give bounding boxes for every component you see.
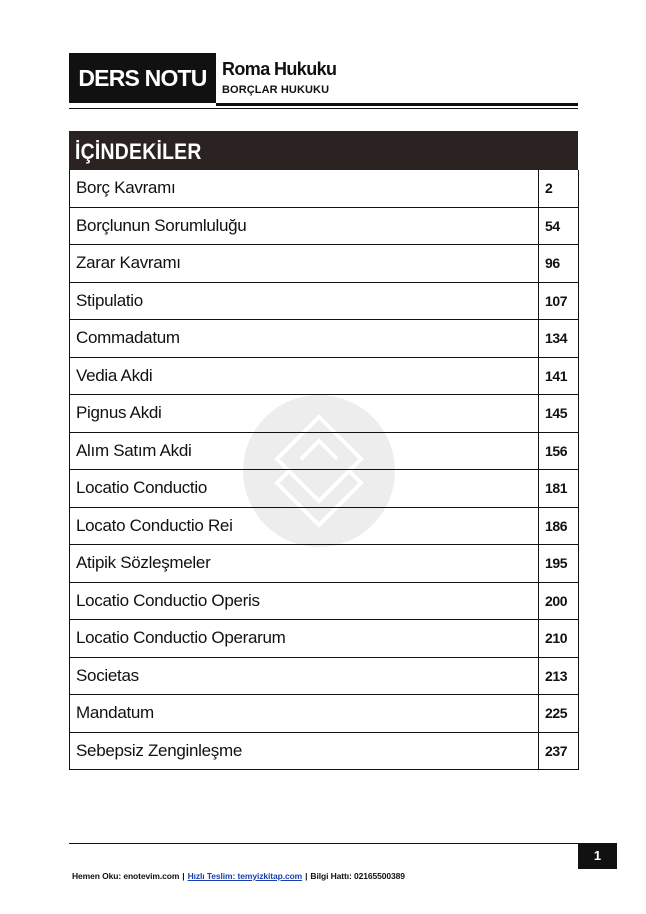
toc-entry-title[interactable]: Locato Conductio Rei <box>70 507 539 545</box>
toc-entry-title[interactable]: Stipulatio <box>70 282 539 320</box>
toc-table <box>69 170 579 770</box>
toc-entry-title[interactable]: Alım Satım Akdi <box>70 432 539 470</box>
toc-entry-page[interactable]: 225 <box>539 695 579 733</box>
toc-entry-title[interactable]: Atipik Sözleşmeler <box>70 545 539 583</box>
ders-notu-badge: DERS NOTU <box>69 53 216 103</box>
toc-entry-page[interactable]: 145 <box>539 395 579 433</box>
toc-entry-title[interactable]: Vedia Akdi <box>70 357 539 395</box>
toc-entry-title[interactable]: Locatio Conductio <box>70 470 539 508</box>
table-of-contents <box>69 131 578 770</box>
toc-row[interactable] <box>70 357 579 395</box>
toc-entry-page[interactable]: 54 <box>539 207 579 245</box>
toc-entry-page[interactable]: 195 <box>539 545 579 583</box>
toc-row[interactable] <box>70 207 579 245</box>
toc-row[interactable] <box>70 732 579 770</box>
course-title: Roma Hukuku <box>222 59 337 79</box>
toc-row[interactable] <box>70 432 579 470</box>
toc-entry-page[interactable]: 141 <box>539 357 579 395</box>
toc-entry-page[interactable]: 210 <box>539 620 579 658</box>
toc-entry-page[interactable]: 2 <box>539 170 579 207</box>
toc-row[interactable] <box>70 657 579 695</box>
toc-row[interactable] <box>70 695 579 733</box>
toc-row[interactable] <box>70 470 579 508</box>
footer-read-label[interactable]: Hemen Oku: enotevim.com <box>72 871 180 881</box>
toc-entry-page[interactable]: 156 <box>539 432 579 470</box>
toc-row[interactable] <box>70 395 579 433</box>
footer-divider <box>69 843 578 844</box>
toc-entry-title[interactable]: Borçlunun Sorumluluğu <box>70 207 539 245</box>
toc-entry-page[interactable]: 96 <box>539 245 579 283</box>
toc-entry-title[interactable]: Locatio Conductio Operarum <box>70 620 539 658</box>
toc-entry-title[interactable]: Locatio Conductio Operis <box>70 582 539 620</box>
footer-links <box>72 871 405 881</box>
toc-entry-title[interactable]: Borç Kavramı <box>70 170 539 207</box>
toc-row[interactable] <box>70 170 579 207</box>
toc-row[interactable] <box>70 245 579 283</box>
toc-row[interactable] <box>70 620 579 658</box>
footer-separator: | <box>182 871 185 881</box>
toc-entry-page[interactable]: 186 <box>539 507 579 545</box>
toc-entry-page[interactable]: 237 <box>539 732 579 770</box>
toc-entry-page[interactable]: 200 <box>539 582 579 620</box>
toc-row[interactable] <box>70 320 579 358</box>
toc-row[interactable] <box>70 282 579 320</box>
toc-row[interactable] <box>70 582 579 620</box>
toc-entry-title[interactable]: Pignus Akdi <box>70 395 539 433</box>
toc-entry-title[interactable]: Zarar Kavramı <box>70 245 539 283</box>
toc-entry-title[interactable]: Mandatum <box>70 695 539 733</box>
toc-heading <box>69 131 578 170</box>
toc-entry-title[interactable]: Sebepsiz Zenginleşme <box>70 732 539 770</box>
page-number: 1 <box>578 843 617 869</box>
toc-entry-page[interactable]: 134 <box>539 320 579 358</box>
toc-entry-title[interactable]: Societas <box>70 657 539 695</box>
toc-row[interactable] <box>70 545 579 583</box>
header-divider-thin <box>69 108 578 109</box>
toc-entry-page[interactable]: 181 <box>539 470 579 508</box>
toc-entry-title[interactable]: Commadatum <box>70 320 539 358</box>
footer-separator: | <box>305 871 308 881</box>
footer-hotline: Bilgi Hattı: 02165500389 <box>310 871 405 881</box>
footer-delivery-link[interactable]: Hızlı Teslim: temyizkitap.com <box>187 871 303 881</box>
course-subtitle: BORÇLAR HUKUKU <box>222 84 330 96</box>
toc-entry-page[interactable]: 107 <box>539 282 579 320</box>
header-divider-thick <box>216 103 578 106</box>
document-header <box>69 53 578 109</box>
toc-row[interactable] <box>70 507 579 545</box>
toc-heading-text: İÇİNDEKİLER <box>75 139 202 164</box>
toc-entry-page[interactable]: 213 <box>539 657 579 695</box>
